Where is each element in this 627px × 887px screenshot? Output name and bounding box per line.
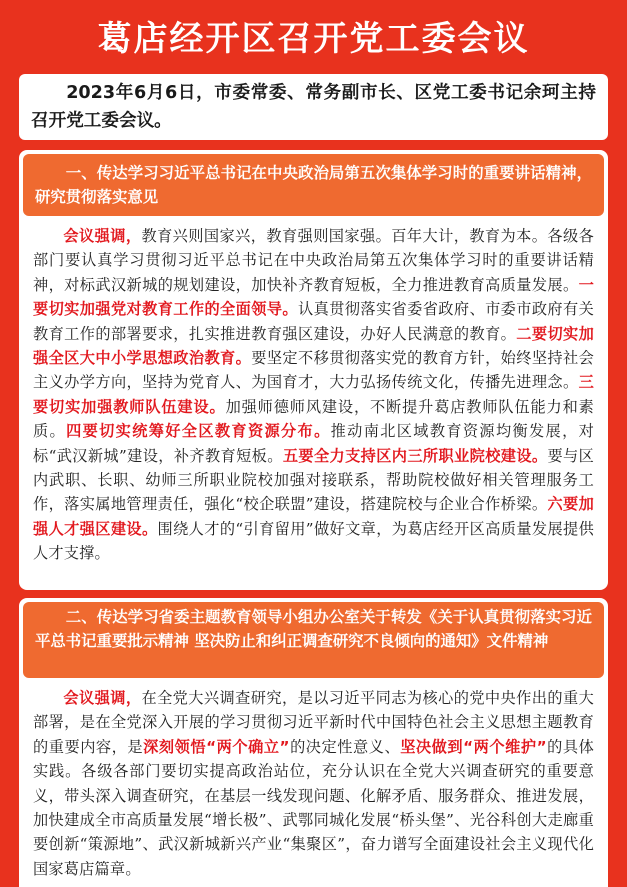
page-title: 葛店经开区召开党工委会议 — [97, 19, 530, 59]
s1-seg-7: 加强师德师风建设，不断提升葛店教师队伍能力和素质。 — [33, 397, 594, 441]
s2-seg-2: 深刻领悟“两个确立” — [143, 737, 290, 756]
s1-seg-3: 认真贯彻落实省委省政府、市委市政府有关教育工作的部署要求，扎实推进教育强区建设，办好人民满意的教育。 — [33, 300, 594, 343]
section-1-card — [19, 150, 608, 590]
s1-seg-4: 二要切实加强全区大中小学思想政治教育。 — [33, 324, 595, 368]
s1-seg-10: 五要全力支持区内三所职业院校建设。 — [282, 446, 548, 465]
s1-seg-12: 六要加强人才强区建设。 — [33, 495, 594, 538]
section-1-heading: 一、传达学习习近平总书记在中央政治局第五次集体学习时的重要讲话精神，研究贯彻落实意见 — [23, 154, 604, 216]
s1-seg-2: 一要切实加强党对教育工作的全面领导。 — [33, 275, 594, 319]
s2-seg-3: 的决定性意义、 — [289, 737, 401, 756]
section-2-card — [19, 598, 608, 887]
s2-seg-1: 在全党大兴调查研究，是以习近平同志为核心的党中央作出的重大部署，是在全党深入开展的学习贯彻习近平新时代中国特色社会主义思想主题教育的重要内容，是 — [33, 689, 594, 756]
s2-seg-5: 的具体实践。各级各部门要切实提高政治站位，充分认识在全党大兴调查研究的重要意义，带头深入调查研究，在基层一线发现问题、化解矛盾、服务群众、推进发展，加快建成全市高质量发展“增长极”、武鄂同城化发展“桥头堡”、光谷科创大走廊重要创新“策源地”、武汉新城新兴产业“集聚区”，奋力谱写全面建设社会主义现代化国家葛店篇章。 — [33, 737, 594, 878]
s1-seg-8: 四要切实统筹好全区教育资源分布。 — [66, 422, 331, 441]
s1-seg-13: 围绕人才的“引育留用”做好文章，为葛店经开区高质量发展提供人才支撑。 — [33, 519, 594, 563]
s1-seg-1: 教育兴则国家兴，教育强则国家强。百年大计，教育为本。各级各部门要认真学习贯彻习近平总书记在中央政治局第五次集体学习时的重要讲话精神，对标武汉新城的规划建设，加快补齐教育短板，全力推进教育高质量发展。 — [33, 227, 594, 294]
s1-seg-11: 要与区内武职、长职、幼师三所职业院校加强对接联系，帮助院校做好相关管理服务工作，落实属地管理责任，强化“校企联盟”建设，搭建院校与企业合作桥梁。 — [33, 446, 594, 514]
s1-seg-9: 推动南北区域教育资源均衡发展，对标“武汉新城”建设，补齐教育短板。 — [33, 422, 595, 465]
s2-seg-4: 坚决做到“两个维护” — [400, 737, 547, 756]
s1-seg-6: 三要切实加强教师队伍建设。 — [33, 373, 594, 416]
section-2-heading: 二、传达学习省委主题教育领导小组办公室关于转发《关于认真贯彻落实习近平总书记重要批示精神 坚决防止和纠正调查研究不良倾向的通知》文件精神 — [23, 602, 604, 678]
section-2-body — [19, 678, 608, 881]
s1-seg-5: 要坚定不移贯彻落实党的教育方针，始终坚持社会主义办学方向，坚持为党育人、为国育才，大力弘扬传统文化，传播先进理念。 — [33, 349, 594, 392]
s1-seg-0: 会议强调， — [63, 227, 142, 245]
s2-seg-0: 会议强调， — [63, 689, 142, 707]
intro-text: 2023年6月6日，市委常委、常务副市长、区党工委书记余珂主持召开党工委会议。 — [19, 74, 608, 140]
section-1-body — [19, 216, 608, 566]
